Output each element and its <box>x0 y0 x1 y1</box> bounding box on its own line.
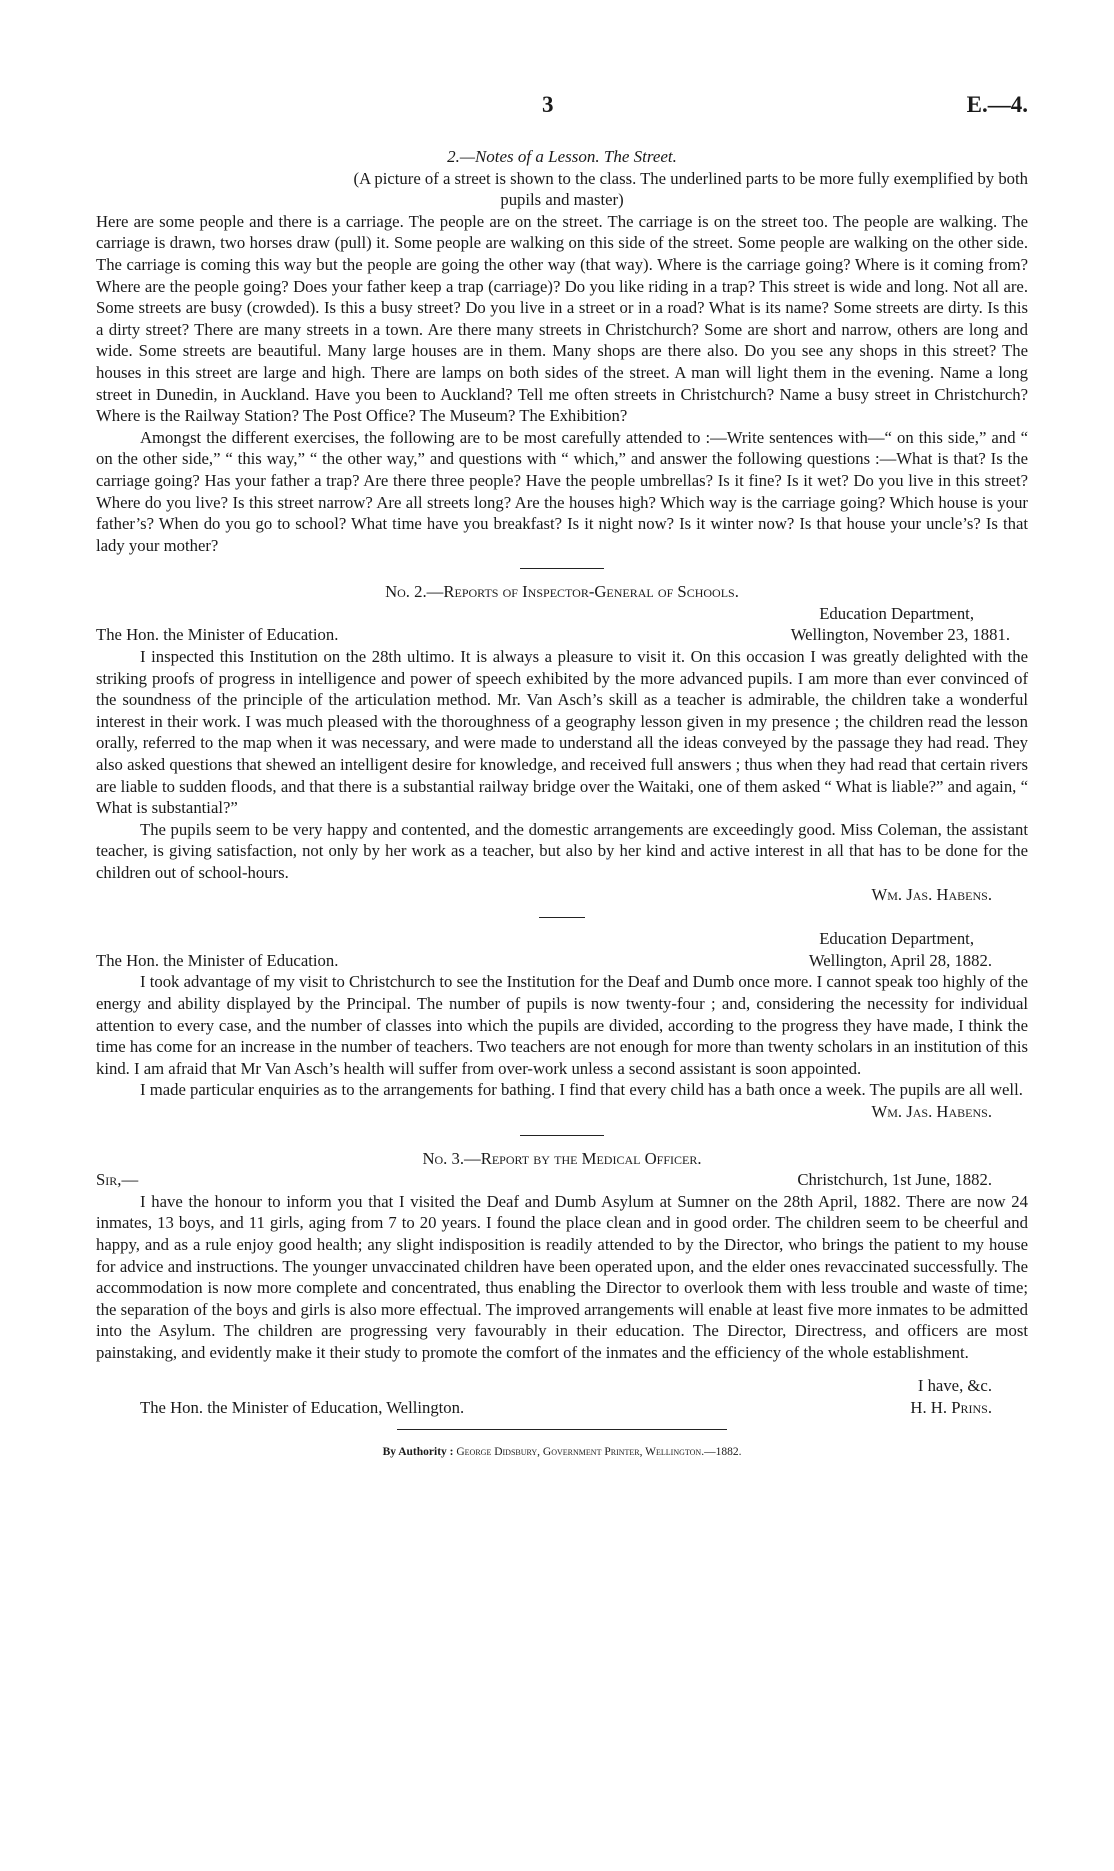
report3-signature: H. H. Prins. <box>910 1398 992 1418</box>
footer-printer: George Didsbury, Government Printer, Wellington.—1882. <box>456 1445 742 1458</box>
report3-place-date: Christchurch, 1st June, 1882. <box>797 1170 992 1190</box>
letter2-department: Education Department, <box>819 929 974 949</box>
letter2-paragraph-1: I took advantage of my visit to Christchurch to see the Institution for the Deaf and Dumb once more. I cannot speak too highly of the energy and ability displayed by the Principal. The number of pupils is now twenty-four ; and, considering the necessity for individual attention to every case, and the number of classes into which the pupils are divided, according to the progress they have made, I think the time has come for an increase in the number of teachers. Two teachers are not enough for more than twenty scholars in an institution of this kind. I am afraid that Mr Van Asch’s health will suffer from over-work unless a second assistant is soon appointed. <box>96 972 1028 1078</box>
footer-authority: By Authority : <box>382 1445 454 1458</box>
letter1-recipient: The Hon. the Minister of Education. <box>96 625 339 645</box>
letter1-address-row <box>96 624 1028 646</box>
report3-address-row <box>96 1169 1028 1191</box>
letter-divider <box>539 917 585 918</box>
section-divider <box>520 1135 604 1136</box>
page-number: 3 <box>542 92 554 117</box>
letter1-department: Education Department, <box>819 603 974 623</box>
report2-heading: No. 2.—Reports of Inspector-General of Schools. <box>385 582 739 602</box>
letter2-signature: Wm. Jas. Habens. <box>871 1101 992 1121</box>
letter1-signature: Wm. Jas. Habens. <box>871 884 992 904</box>
report3-heading: No. 3.—Report by the Medical Officer. <box>422 1148 702 1168</box>
printer-footer <box>96 1446 1028 1458</box>
report3-signature-row <box>96 1397 1028 1419</box>
report3-paragraph-1: I have the honour to inform you that I visited the Deaf and Dumb Asylum at Sumner on the 28th April, 1882. There are now 24 inmates, 13 boys, and 11 girls, aging from 7 to 20 years. I found the place clean and in good order. The children seem to be cheerful and happy, and as a rule enjoy good health; any slight indisposition is readily attended to by the Director, who brings the patient to my house for advice and instructions. The younger unvaccinated children have been operated upon, and the elder ones revaccinated successfully. The accommodation is now more complete and concentrated, thus enabling the Director to overlook them with less trouble and waste of time; the separation of the boys and girls is also more effectual. The improved arrangements will enable at least five more inmates to be admitted into the Asylum. The children are progressing very favourably in their education. The Director, Directress, and officers are most painstaking, and evidently make it their study to promote the comfort of the inmates and the efficiency of the whole establishment. <box>96 1191 1028 1362</box>
lesson-title: 2.—Notes of a Lesson. The Street. <box>447 147 677 166</box>
letter2-recipient: The Hon. the Minister of Education. <box>96 950 339 970</box>
lesson-intro-line2: pupils and master) <box>500 190 624 210</box>
lesson-paragraph-1: Here are some people and there is a carriage. The people are on the street. The carriage is on the street too. The people are walking. The carriage is drawn, two horses draw (pull) it. Some people are walking on this side of the street. Some people are walking on the other side. The carriage is coming this way but the people are going the other way (that way). Where is the carriage going? Where is it coming from? Where are the people going? Does your father keep a trap (carriage)? Do you like riding in a trap? This street is wide and long. Not all are. Some streets are busy (crowded). Is this a busy street? Do you live in a street or in a road? What is its name? Some streets are dirty. Is this a dirty street? There are many streets in a town. Are there many streets in Christchurch? Some are short and narrow, others are long and wide. Some streets are beautiful. Many large houses are in them. Many shops are there also. Do you see any shops in this street? The houses in this street are large and high. There are lamps on both sides of the street. A man will light them in the evening. Name a long street in Dunedin, in Auckland. Have you been to Auckland? Tell me often streets in Christchurch? Name a busy street in Christchurch? Where is the Railway Station? The Post Office? The Museum? The Exhibition? <box>96 211 1028 426</box>
report3-salutation: Sir,— <box>96 1170 139 1190</box>
letter1-place-date: Wellington, November 23, 1881. <box>790 625 1010 645</box>
letter1-paragraph-2: The pupils seem to be very happy and contented, and the domestic arrangements are exceedingly good. Miss Coleman, the assistant teacher, is giving satisfaction, not only by her work as a teacher, but also by her kind and active interest in all that has to be done for the children out of school-hours. <box>96 819 1028 882</box>
document-page <box>96 92 1028 1458</box>
report3-recipient: The Hon. the Minister of Education, Wellington. <box>140 1398 465 1418</box>
lesson-paragraph-2: Amongst the different exercises, the following are to be most carefully attended to :—Write sentences with—“ on this side,” and “ on the other side,” “ this way,” “ the other way,” and questions with “ which,” and answer the following questions :—What is that? Is the carriage going? Has your father a trap? Are there three people? Have the people umbrellas? Is it fine? Is it wet? Do you live in this street? Where do you live? Is this street narrow? Are all streets long? Are the houses high? Which way is the carriage going? Which house is your father’s? When do you go to school? What time have you breakfast? Is it night now? Is it winter now? Is that house your uncle’s? Is that lady your mother? <box>96 427 1028 555</box>
section-divider <box>520 568 604 569</box>
page-header <box>96 92 1028 132</box>
letter2-place-date: Wellington, April 28, 1882. <box>808 950 992 970</box>
letter1-paragraph-1: I inspected this Institution on the 28th ultimo. It is always a pleasure to visit it. On this occasion I was greatly delighted with the striking proofs of progress in intelligence and power of speech exhibited by the more advanced pupils. I am more than ever convinced of the soundness of the principle of the articulation method. Mr. Van Asch’s skill as a teacher is admirable, the children take a wonderful interest in their work. I was much pleased with the thoroughness of a geography lesson given in my presence ; the children read the lesson orally, referred to the map when it was necessary, and were made to understand all the ideas conveyed by the passage they had read. They also asked questions that shewed an intelligent desire for knowledge, and received full answers ; thus when they had read that certain rivers are liable to sudden floods, and that there is a substantial railway bridge over the Waitaki, one of them asked “ What is liable?” and again, “ What is substantial?” <box>96 647 1028 818</box>
report3-closing: I have, &c. <box>917 1376 992 1396</box>
footer-divider <box>397 1429 727 1430</box>
document-code: E.—4. <box>966 92 1028 117</box>
letter2-address-row <box>96 950 1028 972</box>
lesson-intro-line1: (A picture of a street is shown to the class. The underlined parts to be more fully exemplified by both <box>353 168 1028 188</box>
letter2-paragraph-2: I made particular enquiries as to the arrangements for bathing. I find that every child has a bath once a week. The pupils are all well. <box>140 1080 1023 1100</box>
